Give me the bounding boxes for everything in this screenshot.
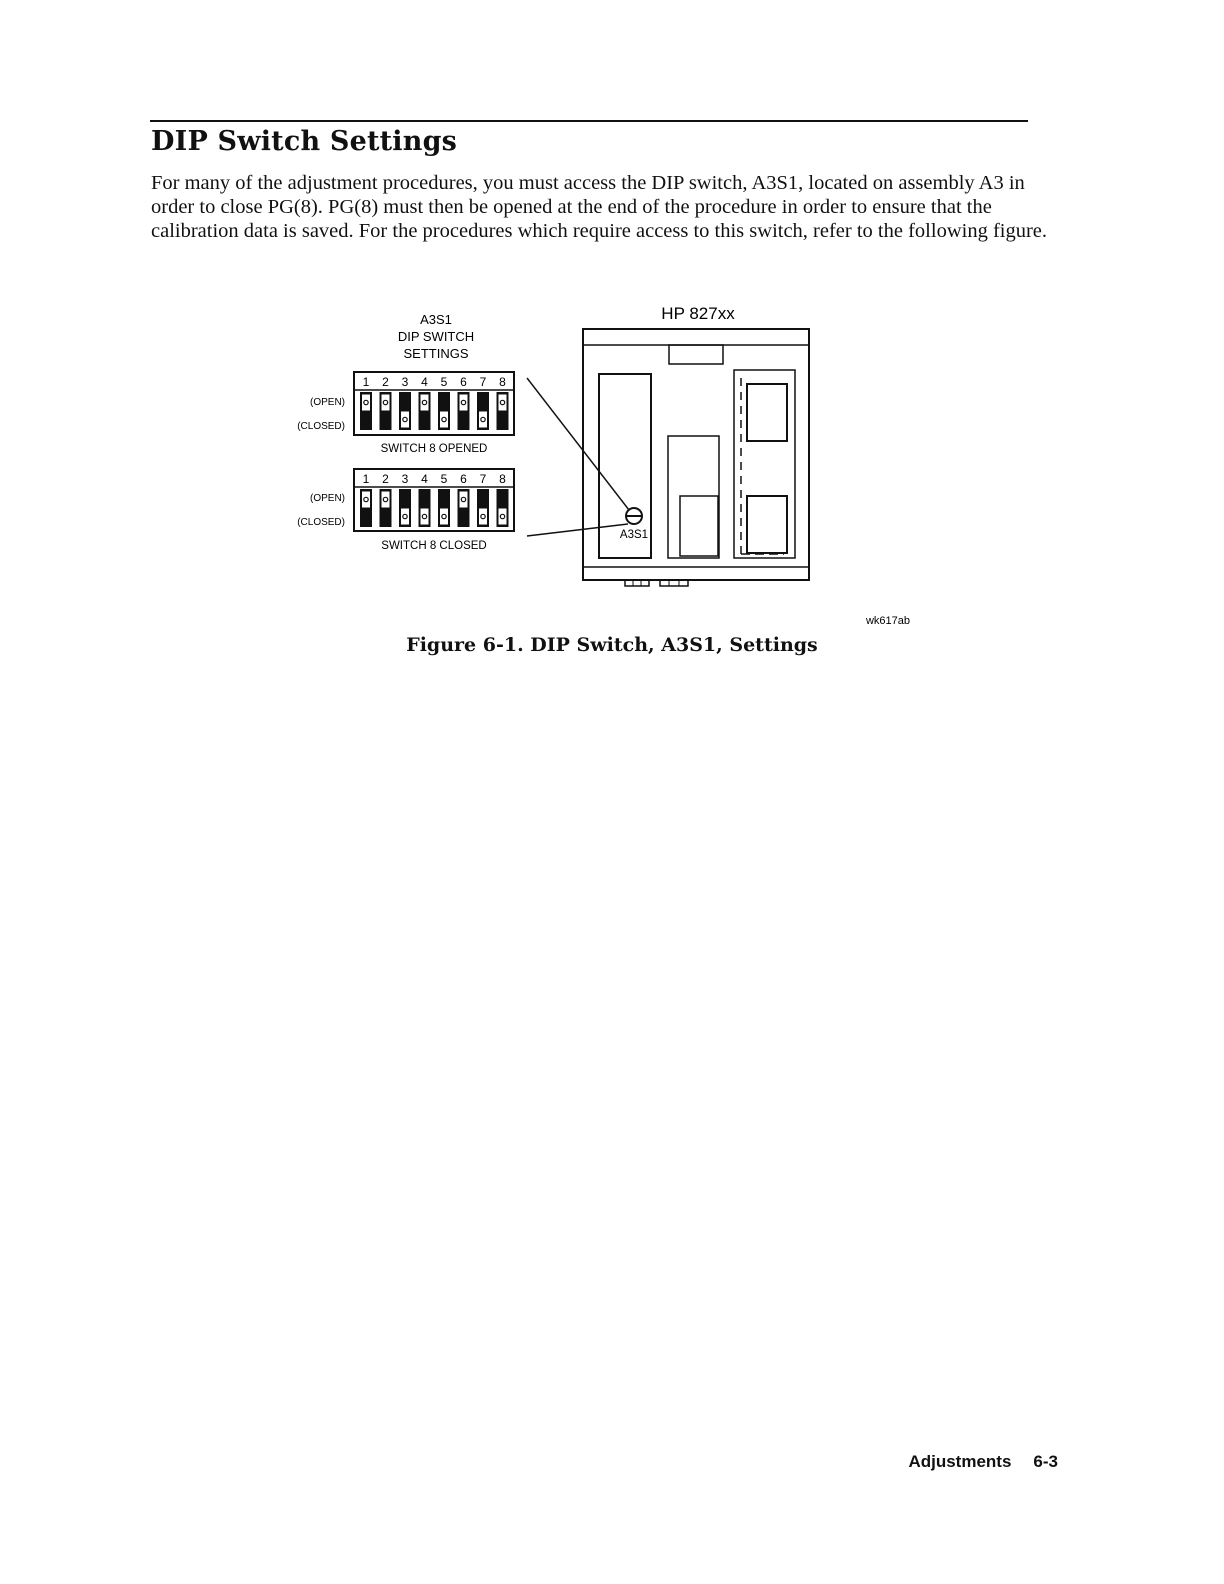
switch-number-opened-7: 7 (479, 375, 487, 389)
dip-switch-closed-1 (360, 489, 372, 527)
footer-section-name: Adjustments (908, 1452, 1012, 1471)
switch-8-opened-caption: SWITCH 8 OPENED (380, 443, 488, 455)
switch-number-closed-7: 7 (479, 472, 487, 486)
dip-title-line1: A3S1 (420, 312, 452, 327)
leader-line-closed (527, 524, 628, 536)
switch-number-closed-3: 3 (401, 472, 409, 486)
switch-number-opened-5: 5 (440, 375, 448, 389)
dip-title-line2: DIP SWITCH (397, 329, 475, 344)
switch-number-closed-1: 1 (362, 472, 370, 486)
figure-dip-switch (280, 296, 940, 636)
dip-switch-closed-7 (477, 489, 489, 527)
leader-line-opened (527, 378, 629, 510)
switch-8-closed-caption: SWITCH 8 CLOSED (381, 540, 487, 552)
figure-code: wk617ab (865, 615, 911, 627)
page-footer (908, 1452, 1058, 1472)
dip-diagram-opened (297, 372, 514, 455)
closed-label-a: (CLOSED) (297, 421, 345, 432)
switch-numbers-opened (363, 375, 507, 389)
dip-switch-opened-8 (497, 392, 509, 430)
dip-switch-closed-4 (419, 489, 431, 527)
figure-caption: Figure 6-1. DIP Switch, A3S1, Settings (406, 634, 818, 656)
dip-switch-closed-3 (399, 489, 411, 527)
section-title: DIP Switch Settings (151, 126, 458, 157)
switch-number-opened-3: 3 (401, 375, 409, 389)
switch-number-opened-4: 4 (421, 375, 428, 389)
dip-switch-opened-5 (438, 392, 450, 430)
dip-diagram-closed (297, 469, 514, 552)
switch-number-opened-8: 8 (499, 375, 506, 389)
dip-switch-opened-3 (399, 392, 411, 430)
switch-number-closed-8: 8 (499, 472, 506, 486)
dip-switch-opened-4 (419, 392, 431, 430)
a3s1-label: A3S1 (619, 529, 649, 541)
dip-switch-closed-5 (438, 489, 450, 527)
switch-levers-opened (360, 392, 509, 430)
figure-diagram (280, 296, 940, 636)
switch-number-closed-6: 6 (460, 472, 467, 486)
section-rule (150, 120, 1028, 122)
dip-switch-opened-1 (360, 392, 372, 430)
switch-number-closed-5: 5 (440, 472, 448, 486)
closed-label-b: (CLOSED) (297, 517, 345, 528)
instrument-board (583, 329, 809, 586)
dip-switch-opened-7 (477, 392, 489, 430)
dip-switch-opened-2 (380, 392, 392, 430)
switch-levers-closed (360, 489, 509, 527)
open-label-a: (OPEN) (310, 397, 345, 408)
dip-switch-closed-8 (497, 489, 509, 527)
dip-switch-closed-2 (380, 489, 392, 527)
switch-number-opened-1: 1 (362, 375, 370, 389)
open-label-b: (OPEN) (310, 493, 345, 504)
dip-title-line3: SETTINGS (403, 346, 469, 361)
switch-number-opened-2: 2 (382, 375, 389, 389)
switch-number-closed-4: 4 (421, 472, 428, 486)
footer-page-number: 6-3 (1033, 1452, 1058, 1471)
dip-switch-opened-6 (458, 392, 470, 430)
dip-switch-closed-6 (458, 489, 470, 527)
instrument-label: HP 827xx (661, 304, 735, 323)
switch-number-opened-6: 6 (460, 375, 467, 389)
intro-paragraph: For many of the adjustment procedures, you must access the DIP switch, A3S1, located on assembly A3 in order to close PG(8). PG(8) must then be opened at the end of the procedure in order to ensure that the calibration data is saved. For the procedures which require access to this switch, refer to the following figure. (151, 172, 1048, 242)
switch-number-closed-2: 2 (382, 472, 389, 486)
switch-numbers-closed (363, 472, 507, 486)
